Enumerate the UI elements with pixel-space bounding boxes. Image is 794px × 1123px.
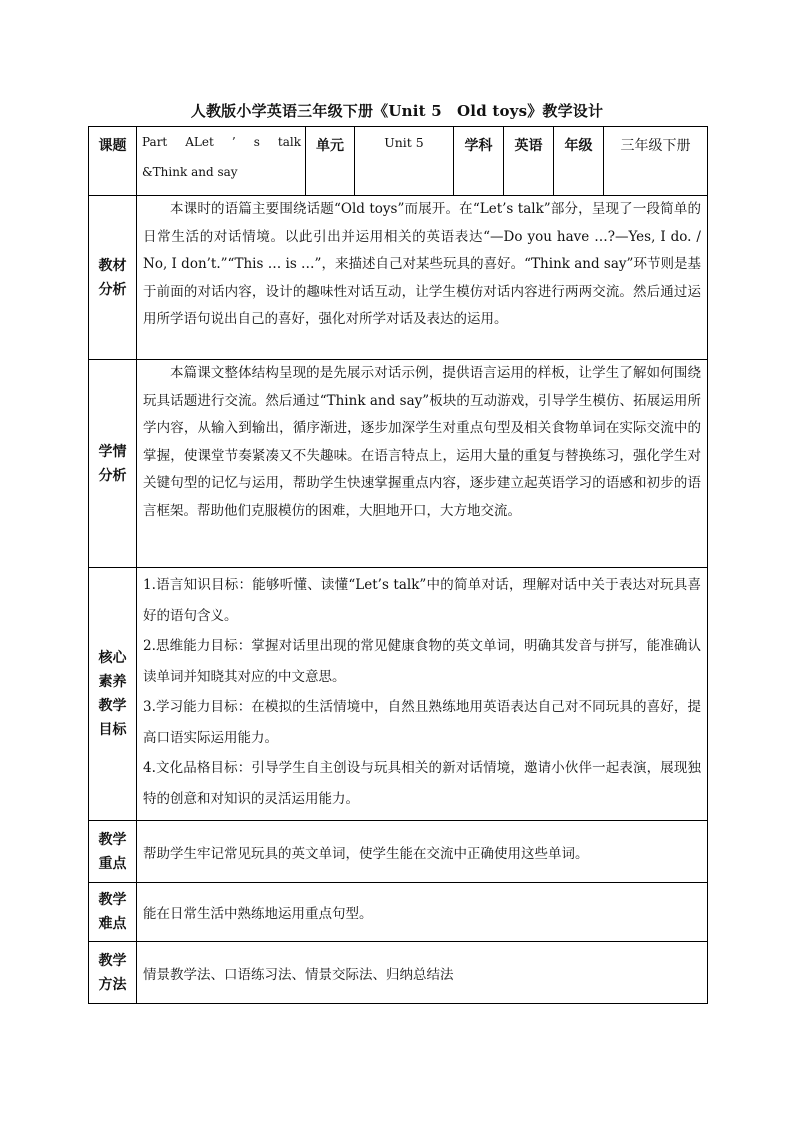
label-topic: 课题 (89, 127, 137, 196)
core-goals-cell (137, 568, 708, 821)
goal-item: 4.文化品格目标：引导学生自主创设与玩具相关的新对话情境，邀请小伙伴一起表演，展现独特的创意和对知识的灵活运用能力。 (143, 760, 701, 807)
teaching-method-text: 情景教学法、口语练习法、情景交际法、归纳总结法 (137, 942, 708, 1004)
row-core-goals (89, 568, 708, 821)
unit-value: Unit 5 (355, 127, 454, 196)
difficult-points-text: 能在日常生活中熟练地运用重点句型。 (137, 883, 708, 942)
label-teaching-method: 教学 方法 (89, 942, 137, 1004)
row-difficult-points (89, 883, 708, 942)
lesson-plan-table (88, 126, 708, 1004)
grade-value: 三年级下册 (604, 127, 708, 196)
label-grade: 年级 (554, 127, 604, 196)
lesson-title-cell: Part ALet ’ s talk &Think and say (137, 127, 306, 196)
subject-value: 英语 (504, 127, 554, 196)
label-key-points: 教学 重点 (89, 821, 137, 883)
goal-item: 1.语言知识目标：能够听懂、读懂“Let’s talk”中的简单对话，理解对话中关于表达对玩具喜好的语句含义。 (143, 577, 701, 624)
row-material-analysis (89, 196, 708, 360)
label-core-goals: 核心 素养 教学 目标 (89, 568, 137, 821)
goal-item: 2.思维能力目标：掌握对话里出现的常见健康食物的英文单词，明确其发音与拼写，能准确认读单词并知晓其对应的中文意思。 (143, 638, 701, 685)
label-material-analysis: 教材 分析 (89, 196, 137, 360)
row-key-points (89, 821, 708, 883)
header-row (89, 127, 708, 196)
row-teaching-method (89, 942, 708, 1004)
goal-item: 3.学习能力目标：在模拟的生活情境中，自然且熟练地用英语表达自己对不同玩具的喜好，提高口语实际运用能力。 (143, 699, 701, 746)
label-learner-analysis: 学情 分析 (89, 360, 137, 568)
key-points-text: 帮助学生牢记常见玩具的英文单词，使学生能在交流中正确使用这些单词。 (137, 821, 708, 883)
label-subject: 学科 (454, 127, 504, 196)
learner-analysis-text: 本篇课文整体结构呈现的是先展示对话示例，提供语言运用的样板，让学生了解如何围绕玩具话题进行交流。然后通过“Think and say”板块的互动游戏，引导学生模仿、拓展运用所学内容，从输入到输出，循序渐进，逐步加深学生对重点句型及相关食物单词在实际交流中的掌握，使课堂节奏紧凑又不失趣味。在语言特点上，运用大量的重复与替换练习，强化学生对关键句型的记忆与运用，帮助学生快速掌握重点内容，逐步建立起英语学习的语感和初步的语言框架。帮助他们克服模仿的困难，大胆地开口，大方地交流。 (137, 360, 708, 568)
label-unit: 单元 (306, 127, 355, 196)
label-difficult-points: 教学 难点 (89, 883, 137, 942)
document-title: 人教版小学英语三年级下册《Unit 5 Old toys》教学设计 (190, 102, 604, 120)
lesson-title-line2: &Think and say (142, 165, 238, 179)
material-analysis-text: 本课时的语篇主要围绕话题“Old toys”而展开。在“Let’s talk”部分，呈现了一段简单的日常生活的对话情境。以此引出并运用相关的英语表达“—Do you have …?—Yes, I do. / No, I don’t.”“This … is …”，来描述自己对某些玩具的喜好。“Think and say”环节则是基于前面的对话内容，设计的趣味性对话互动，让学生模仿对话内容进行两两交流。然后通过运用所学语句说出自己的喜好，强化对所学对话及表达的运用。 (137, 196, 708, 360)
row-learner-analysis (89, 360, 708, 568)
